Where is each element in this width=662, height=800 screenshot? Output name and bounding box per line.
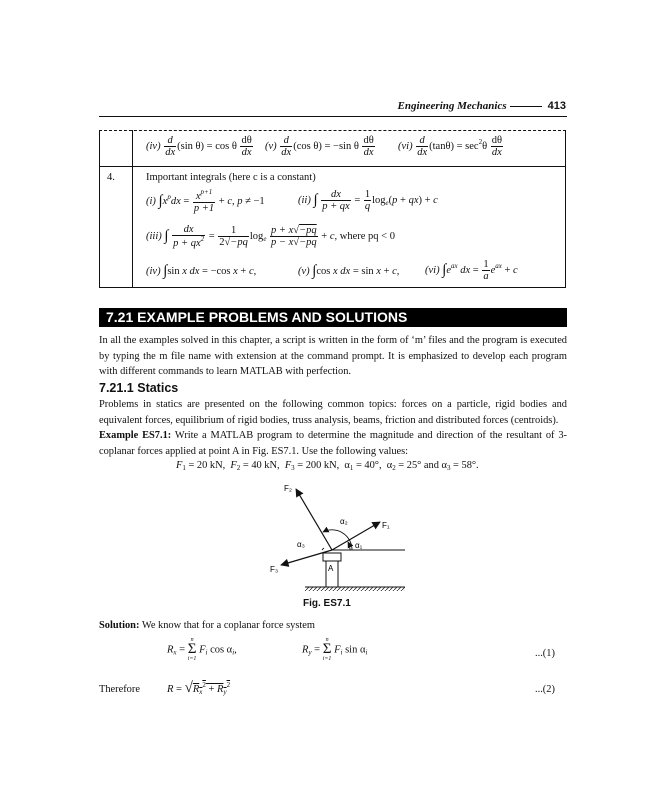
label-v-int: (v) [298, 265, 310, 277]
example-text: Write a MATLAB program to determine the magnitude and direction of the resultant of 3-coplanar forces applied at point A in Fig. ES7.1. Use the following values: [99, 430, 567, 457]
label-f1: F₁ [382, 521, 390, 530]
label-i: (i) [146, 195, 156, 207]
running-head [0, 100, 566, 112]
header-rule [510, 106, 542, 107]
derivative-iv [146, 135, 254, 158]
table-row-divider [99, 166, 566, 167]
derivative-vi-expr: (tanθ) = sec [429, 140, 479, 152]
equation-2: $R = √R_x^2 + R_y^2$ [167, 680, 231, 696]
dtheta-denominator: dx [241, 147, 252, 159]
ground-hatch [305, 587, 405, 591]
statics-paragraph: Problems in statics are presented on the following common topics: forces on a particle, rigid bodies and equivalent forces, equilibrium of rigid bodies, truss analysis, beams, friction and distributed forces (centroids). [99, 399, 567, 426]
d-denominator: dx [165, 147, 176, 159]
dtheta-numerator: dθ [491, 135, 502, 146]
table-bottom-border [99, 287, 566, 288]
label-vi: (vi) [398, 140, 413, 152]
d-numerator: d [280, 135, 292, 147]
integral-sign: ∫ [164, 228, 169, 245]
therefore-label: Therefore [99, 684, 140, 695]
d-denominator: dx [281, 147, 292, 159]
label-alpha2: α₂ [340, 517, 348, 526]
table-left-border [99, 130, 100, 288]
equation-1: $R_x$ = n Σ i=1 $F_i$ $\cos \alpha_i$, $R_y$ = n Σ i=1 $F_i$ $\sin \alpha_i$ [167, 637, 368, 662]
book-title: Engineering Mechanics [397, 100, 507, 112]
label-f2: F₂ [284, 484, 292, 493]
equation-1-number: ...(1) [535, 648, 555, 659]
label-alpha3: α₃ [297, 540, 305, 549]
support-cap [323, 553, 341, 561]
alpha3-arc [322, 548, 324, 550]
derivative-iv-expr: (sin θ) = cos θ [177, 140, 237, 152]
example-paragraph [99, 428, 567, 459]
table-right-border [565, 130, 566, 288]
derivative-v-expr: (cos θ) = −sin θ [293, 140, 359, 152]
dtheta-denominator: dx [363, 147, 374, 159]
derivative-v [265, 135, 376, 158]
label-vi-int: (vi) [425, 264, 440, 276]
sec-exponent: 2 [478, 137, 483, 146]
intro-paragraph: In all the examples solved in this chapter, a script is written in the form of ‘m’ files and the program is executed by typing the m file name with extension at the command prompt. It is emphasized to develop each program with different commands to learn MATLAB with perfection. [99, 335, 567, 377]
alpha1-arc [348, 542, 350, 550]
integral-i: (i) $\int x^pdx$ = $\frac{x^{p+1}}{p +1}$ + c, p ≠ −1 [146, 188, 265, 215]
example-label: Example ES7.1: [99, 430, 172, 441]
integral-vi: (vi) $\int e^{ax}$ dx = $\frac{1}{a}$ $e^{ax} + c$ [425, 259, 518, 283]
given-values: $F_1 = 20$ kN, $F_2 = 40$ kN, $F_3 = 200$ kN, $\alpha_1 = 40^\circ$, $\alpha_2 = 25^\circ$ and $\alpha_3 = 58^\circ$. [176, 460, 479, 472]
dtheta-numerator: dθ [363, 135, 374, 146]
force-diagram [250, 478, 420, 596]
label-v: (v) [265, 140, 277, 152]
integral-sign: ∫ [313, 192, 318, 209]
dtheta-denominator: dx [491, 147, 502, 159]
label-alpha1: α₁ [355, 541, 363, 550]
table-continuation-dashes [99, 130, 566, 131]
row-number: 4. [107, 172, 115, 183]
label-iii: (iii) [146, 230, 162, 242]
integral-v: (v) ∫cos x dx = sin x + c, [298, 263, 400, 279]
figure-caption: Fig. ES7.1 [303, 598, 351, 609]
iii-condition: where pq < 0 [339, 230, 395, 242]
derivative-vi-theta: θ [482, 140, 488, 152]
subsection-title: 7.21.1 Statics [99, 381, 179, 395]
section-title: 7.21 EXAMPLE PROBLEMS AND SOLUTIONS [106, 309, 408, 325]
d-numerator: d [164, 135, 176, 147]
dtheta-numerator: dθ [241, 135, 252, 146]
solution-text: We know that for a coplanar force system [141, 620, 315, 631]
page-number: 413 [547, 100, 566, 112]
integral-ii: (ii) ∫ $\frac{dx}{p + qx}$ = $\frac{1}{q}$ $\log_e(p + qx) + c$ [298, 189, 438, 213]
equation-2-number: ...(2) [535, 684, 555, 695]
label-iv-int: (iv) [146, 265, 161, 277]
integrals-intro: Important integrals (here c is a constant) [146, 172, 316, 183]
solution-label: Solution: [99, 620, 140, 631]
label-f3: F₃ [270, 565, 279, 574]
label-point-a: A [328, 564, 334, 573]
integral-sign: ∫ [158, 193, 163, 210]
header-underline [99, 116, 567, 117]
integral-iv: (iv) ∫sin x dx = −cos x + c, [146, 263, 257, 279]
integral-iii: (iii) ∫ $\frac{dx}{p + qx^2}$ = $\frac{1}{2√-pq}$ $\log_e$ $\frac{p + x√-pq}{p - x√-pq}$ + c, where pq < 0 [146, 224, 395, 250]
label-iv: (iv) [146, 140, 161, 152]
solution-line [99, 620, 315, 631]
derivative-vi [398, 135, 504, 158]
d-denominator: dx [417, 147, 428, 159]
label-ii: (ii) [298, 194, 311, 206]
d-numerator: d [416, 135, 428, 147]
table-column-divider [132, 130, 133, 288]
